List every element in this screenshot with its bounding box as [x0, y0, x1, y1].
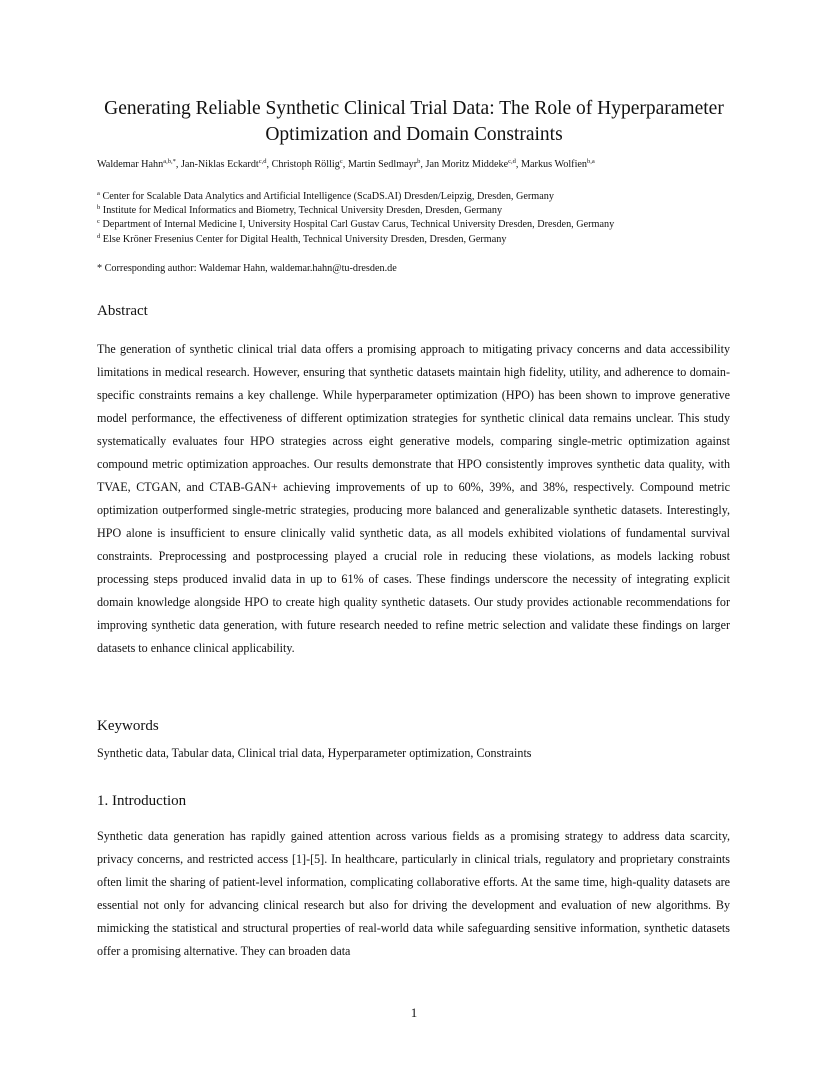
affiliation-marker: d: [97, 232, 101, 240]
introduction-text: Synthetic data generation has rapidly gained attention across various fields as a promising strategy to address data scarcity, privacy concerns, and restricted access [1]-[5]. In healthcare, particularly in clinical trials, regulatory and proprietary constraints often limit the sharing of patient-level information, complicating collaborative efforts. At the same time, high-quality datasets are essential not only for advancing clinical research but also for driving the development and evaluation of new algorithms. By mimicking the statistical and structural properties of real-world data while safeguarding sensitive information, synthetic datasets offer a promising alternative. They can broaden data: [97, 829, 730, 958]
author-list: Waldemar Hahn$^{a,b,*}$, Jan-Niklas Eckardt$^{c,d}$, Christoph Röllig$^c$, Martin Sedlmayr$^b$, Jan Moritz Middeke$^{c,d}$, Markus Wolfien$^{b,a}$: [97, 158, 595, 170]
keywords-text: Synthetic data, Tabular data, Clinical trial data, Hyperparameter optimization, Constraints: [97, 746, 532, 760]
author-name: Christoph Röllig: [271, 159, 340, 170]
abstract-text: The generation of synthetic clinical trial data offers a promising approach to mitigating privacy concerns and data accessibility limitations in medical research. However, ensuring that synthetic datasets maintain high fidelity, utility, and adherence to domain-specific constraints remains a key challenge. While hyperparameter optimization (HPO) has been shown to improve generative model performance, the effectiveness of different optimization strategies for synthetic clinical data remains unclear. This study systematically evaluates four HPO strategies across eight generative models, comparing single-metric optimization against compound metric optimization approaches. Our results demonstrate that HPO consistently improves synthetic data quality, with TVAE, CTGAN, and CTAB-GAN+ achieving improvements of up to 60%, 39%, and 38%, respectively. Compound metric optimization outperformed single-metric strategies, producing more balanced and generalizable synthetic datasets. Interestingly, HPO alone is insufficient to ensure clinically valid synthetic data, as all models exhibited violations of fundamental survival constraints. Preprocessing and postprocessing played a crucial role in reducing these violations, as models lacking robust processing steps produced invalid data in up to 61% of cases. These findings underscore the necessity of integrating explicit domain knowledge alongside HPO to create high quality synthetic datasets. Our study provides actionable recommendations for improving synthetic data generation, with future research needed to refine metric selection and validate these findings on larger datasets to enhance clinical applicability.: [97, 342, 730, 655]
author: [272, 159, 343, 170]
author: [425, 159, 515, 170]
abstract-heading: Abstract: [97, 303, 148, 319]
author: [521, 159, 595, 170]
affiliation-list: [97, 190, 777, 247]
author-affiliation-marker: c,d: [508, 158, 516, 165]
author-name: Waldemar Hahn: [97, 159, 164, 170]
author-name: Markus Wolfien: [520, 159, 588, 170]
author: [97, 159, 176, 170]
affiliation: [97, 190, 777, 204]
affiliation-text: Else Kröner Fresenius Center for Digital Health, Technical University Dresden, Dresden, Germany: [102, 233, 507, 245]
author-affiliation-marker: b,a: [587, 158, 595, 165]
affiliation: [97, 233, 777, 247]
author-affiliation-marker: a,b,*: [163, 158, 176, 165]
affiliation: [97, 218, 777, 232]
corresponding-author-note: * Corresponding author: Waldemar Hahn, waldemar.hahn@tu-dresden.de: [97, 263, 397, 274]
affiliation-text: Department of Internal Medicine I, University Hospital Carl Gustav Carus, Technical University Dresden, Dresden, Germany: [102, 219, 615, 231]
page-number: 1: [410, 1005, 418, 1020]
author: [181, 159, 267, 170]
author: [348, 159, 421, 170]
author-name: Martin Sedlmayr: [347, 159, 418, 170]
author-affiliation-marker: c,d: [258, 158, 267, 165]
affiliation-marker: b: [97, 204, 101, 212]
introduction-heading: 1. Introduction: [97, 793, 187, 809]
paper-title: Generating Reliable Synthetic Clinical Trial Data: The Role of Hyperparameter Optimization and Domain Constraints: [104, 98, 724, 145]
affiliation-marker: c: [97, 218, 100, 226]
affiliation-text: Institute for Medical Informatics and Biometry, Technical University Dresden, Dresden, Germany: [102, 205, 503, 217]
keywords-heading: Keywords: [97, 718, 159, 734]
author-name: Jan Moritz Middeke: [425, 159, 509, 170]
author-affiliation-marker: c: [339, 158, 343, 165]
affiliation-marker: a: [97, 190, 100, 197]
affiliation: [97, 204, 777, 218]
author-name: Jan-Niklas Eckardt: [180, 159, 259, 170]
author-affiliation-marker: b: [417, 158, 421, 165]
affiliation-text: Center for Scalable Data Analytics and Artificial Intelligence (ScaDS.AI) Dresden/Leipzig, Dresden, Germany: [102, 191, 554, 202]
